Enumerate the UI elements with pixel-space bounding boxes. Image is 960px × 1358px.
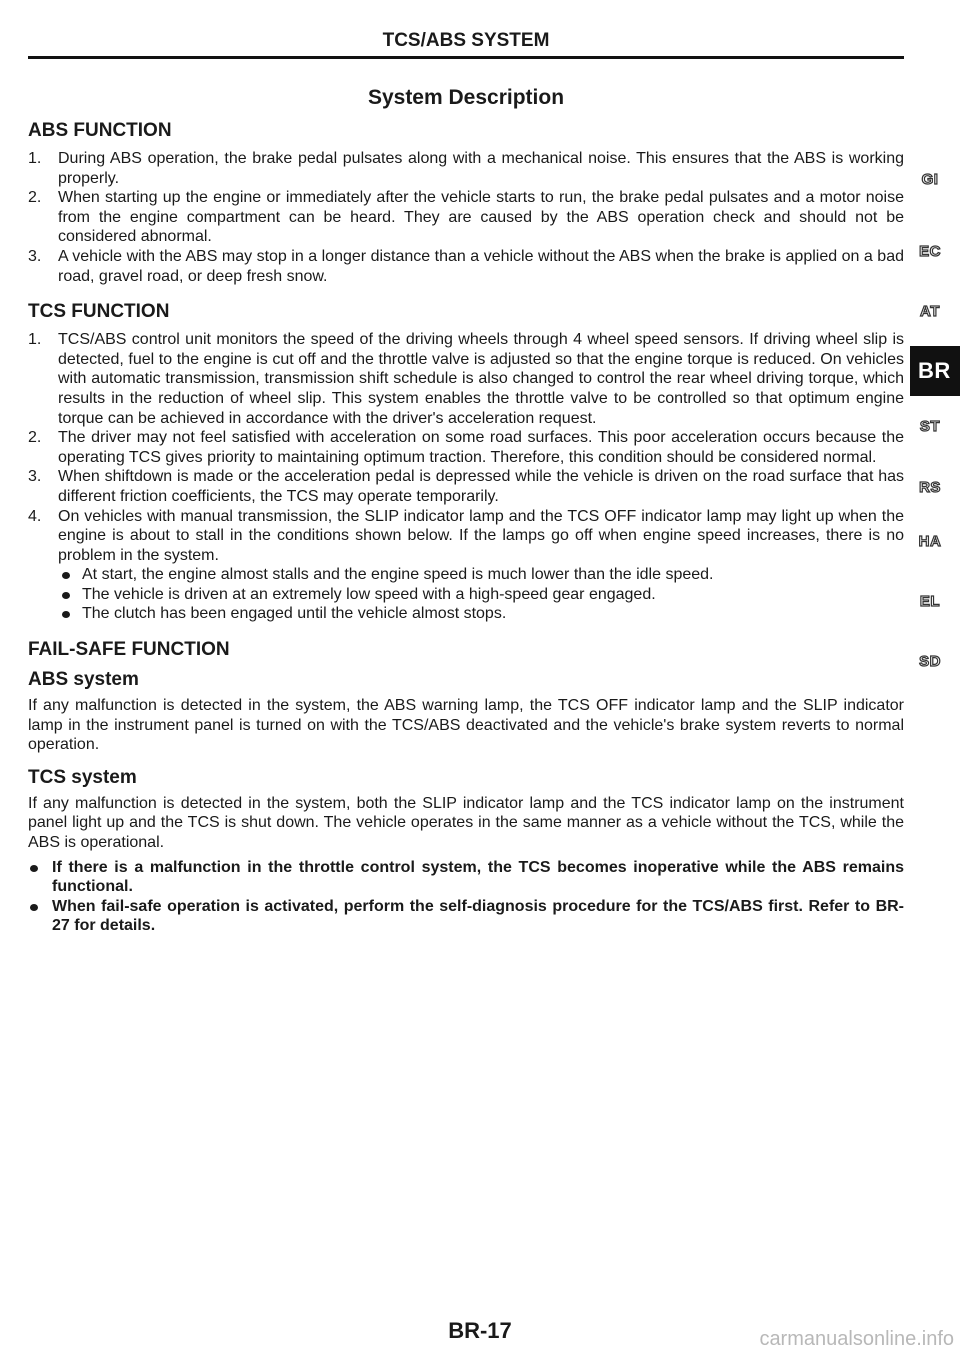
- list-item: When fail-safe operation is activated, perform the self-diagnosis procedure for the TCS/ABS first. Refer to BR-27 for details.: [28, 897, 904, 936]
- item-text: During ABS operation, the brake pedal pulsates along with a mechanical noise. This ensures that the ABS is working properly.: [58, 150, 904, 187]
- section-tab-el[interactable]: EL: [919, 593, 941, 610]
- item-text: When shiftdown is made or the acceleration pedal is depressed while the vehicle is driven on the road surface that has different friction coefficients, the TCS may operate temporarily.: [58, 468, 904, 505]
- list-item: [28, 428, 904, 467]
- list-item: [28, 507, 904, 566]
- page-number: BR-17: [448, 1318, 512, 1343]
- list-item: [28, 149, 904, 188]
- section-tab-br-active[interactable]: BR: [910, 346, 960, 396]
- tcs-system-heading: TCS system: [28, 766, 137, 788]
- document-body: [28, 119, 904, 936]
- item-text: When starting up the engine or immediately after the vehicle starts to run, the brake pedal pulsates and a motor noise from the engine compartment can be heard. They are caused by the ABS operation check and should not be considered abnormal.: [58, 189, 904, 246]
- section-tab-ec[interactable]: EC: [919, 243, 941, 260]
- list-item: If there is a malfunction in the throttle control system, the TCS becomes inoperative while the ABS remains functional.: [28, 858, 904, 897]
- item-text: On vehicles with manual transmission, the SLIP indicator lamp and the TCS OFF indicator lamp may light up when the engine is about to stall in the conditions shown below. If the lamps go off when engine speed increases, there is no problem in the system.: [58, 507, 904, 564]
- item-number: 4.: [28, 507, 42, 525]
- item-number: 2.: [28, 429, 42, 447]
- section-tab-at[interactable]: AT: [920, 303, 940, 320]
- watermark: carmanualsonline.info: [759, 1328, 954, 1350]
- tcs-function-list: [28, 330, 904, 565]
- abs-function-section: [28, 119, 904, 286]
- abs-system-text: If any malfunction is detected in the system, the ABS warning lamp, the TCS OFF indicator lamp and the SLIP indicator lamp in the instrument panel is turned on with the TCS/ABS deactivated and the vehicle's brake system reverts to normal operation.: [28, 697, 904, 754]
- fail-safe-notes-list: [28, 858, 904, 936]
- item-text: The driver may not feel satisfied with acceleration on some road surfaces. This poor acceleration occurs because the operating TCS gives priority to maintaining optimum traction. Therefore, this condition should be considered normal.: [58, 429, 904, 466]
- list-item: [28, 467, 904, 506]
- list-item: [28, 188, 904, 247]
- list-item: [28, 330, 904, 428]
- item-number: 3.: [28, 247, 42, 265]
- fail-safe-heading: FAIL-SAFE FUNCTION: [28, 639, 230, 661]
- tcs-system-text: If any malfunction is detected in the system, both the SLIP indicator lamp and the TCS indicator lamp on the instrument panel light up and the TCS is shut down. The vehicle operates in the same manner as a vehicle without the TCS, while the ABS is operational.: [28, 794, 904, 852]
- section-tab-rs[interactable]: RS: [919, 479, 941, 496]
- list-item: [28, 247, 904, 286]
- section-tab-sd[interactable]: SD: [919, 653, 941, 670]
- list-item: The vehicle is driven at an extremely low speed with a high-speed gear engaged.: [58, 585, 904, 605]
- abs-system-heading: ABS system: [28, 669, 139, 691]
- item-number: 1.: [28, 331, 42, 349]
- fail-safe-section: [28, 638, 904, 936]
- document-title: System Description: [367, 86, 565, 109]
- page-header-title: TCS/ABS SYSTEM: [382, 30, 550, 51]
- item-text: TCS/ABS control unit monitors the speed of the driving wheels through 4 wheel speed sensors. If driving wheel slip is detected, fuel to the engine is cut off and the throttle valve is adjusted so that the engine torque is reduced. On vehicles with automatic transmission, transmission shift schedule is also changed to control the rear wheel driving torque, which results in the reduction of wheel slip. This system enables the throttle valve to be controlled so that optimum engine torque can be achieved in accordance with the driver's acceleration request.: [58, 331, 904, 427]
- item-number: 2.: [28, 189, 42, 207]
- section-tab-gi[interactable]: GI: [921, 171, 939, 188]
- item-number: 3.: [28, 468, 42, 486]
- section-tab-ha[interactable]: HA: [918, 533, 942, 550]
- header-rule: [28, 56, 904, 59]
- stall-conditions-list: [58, 565, 904, 624]
- item-text: A vehicle with the ABS may stop in a longer distance than a vehicle without the ABS when the brake is applied on a bad road, gravel road, or deep fresh snow.: [58, 247, 904, 285]
- tcs-function-heading: TCS FUNCTION: [28, 301, 170, 323]
- list-item: The clutch has been engaged until the vehicle almost stops.: [58, 604, 904, 624]
- abs-function-list: [28, 149, 904, 286]
- tcs-function-section: [28, 300, 904, 624]
- section-tab-st[interactable]: ST: [919, 418, 941, 435]
- list-item: At start, the engine almost stalls and the engine speed is much lower than the idle speed.: [58, 565, 904, 585]
- abs-function-heading: ABS FUNCTION: [28, 120, 172, 141]
- item-number: 1.: [28, 150, 42, 167]
